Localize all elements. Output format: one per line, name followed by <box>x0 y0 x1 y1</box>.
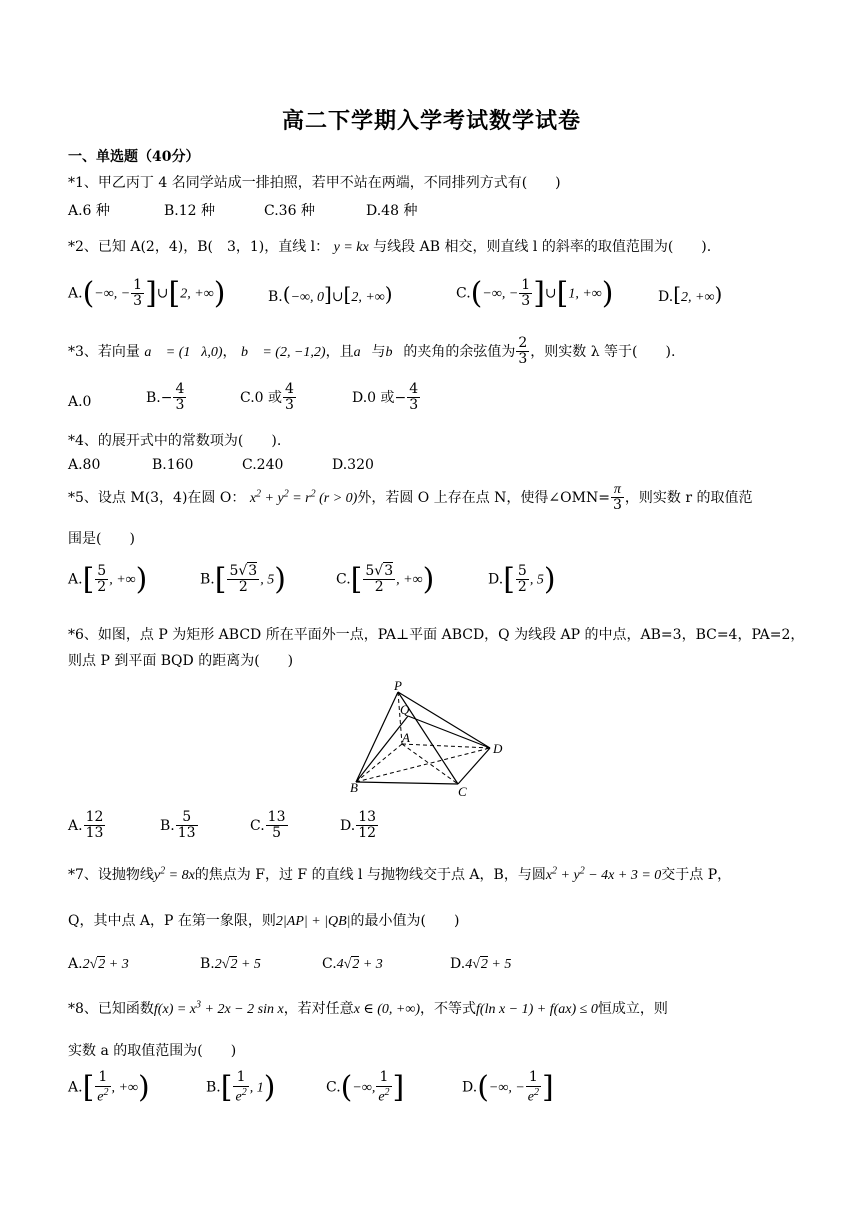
q2-equation: y = kx <box>333 240 369 255</box>
page-title: 高二下学期入学考试数学试卷 <box>282 108 582 134</box>
q2-option-d: D.[2, +∞) <box>658 282 723 306</box>
q1-option-a: A.6 种 <box>68 203 110 219</box>
q8-option-c: C.(−∞, $\frac{1}{e^2}$ ] <box>326 1069 405 1105</box>
label-b: B <box>350 780 358 795</box>
q5-option-b: B.[ $\frac{5√3}{2}$ , 5) <box>200 562 286 597</box>
q4-option-c: C.240 <box>242 457 284 473</box>
q5-option-a: A.[ $\frac{5}{2}$ , +∞) <box>68 562 148 597</box>
question-7-line2: Q，其中点 A，P 在第一象限，则2|AP| + |QB|的最小值为( ) <box>68 913 460 929</box>
q2-text-a: *2、已知 A(2，4)，B( 3，1)，直线 l： <box>68 239 330 255</box>
question-6-line1: *6、如图，点 P 为矩形 ABCD 所在平面外一点，PA⊥平面 ABCD，Q 为线段 AP 的中点，AB=3，BC=4，PA=2， <box>68 627 805 643</box>
q2-option-a: A.(−∞, − $\frac{1}{3}$ ]∪[2, +∞) <box>68 276 226 311</box>
question-8-line1: *8、已知函数$f(x) = x^3 + 2x - 2$ sin x，若对任意x ∈ (0, +∞)，不等式f(ln x − 1) + f(ax) ≤ 0恒成立，则 <box>68 999 668 1017</box>
q6-option-a: A. $\frac{12}{13}$ <box>68 809 104 842</box>
q3-option-b: B.− $\frac{4}{3}$ <box>146 381 185 414</box>
q7-option-d: D.4√2 + 5 <box>450 956 512 972</box>
q6-option-d: D. $\frac{13}{12}$ <box>340 809 377 842</box>
label-d: D <box>493 741 503 756</box>
label-c: C <box>458 784 467 798</box>
question-5: *5、设点 M(3，4)在圆 O： $x^2 + y^2 = r^2$ (r > 0)外，若圆 O 上存在点 N，使得∠OMN= $\frac{\pi}{3}$ ，则实数 r 的取值范 <box>68 482 753 514</box>
pyramid-figure <box>350 680 520 798</box>
q6-option-c: C. $\frac{13}{5}$ <box>250 809 286 842</box>
label-a: A <box>402 730 410 745</box>
q2-text-b: 与线段 AB 相交，则直线 l 的斜率的取值范围为( ). <box>373 239 712 255</box>
question-1: *1、甲乙丙丁 4 名同学站成一排拍照，若甲不站在两端，不同排列方式有( ) <box>68 175 561 191</box>
question-8-line2: 实数 a 的取值范围为( ) <box>68 1043 237 1059</box>
q2-option-b: B.(−∞, 0]∪[2, +∞) <box>268 282 393 306</box>
q6-option-b: B. $\frac{5}{13}$ <box>160 809 196 842</box>
question-5-cont: 围是( ) <box>68 531 135 547</box>
q1-option-b: B.12 种 <box>164 203 216 219</box>
q4-option-a: A.80 <box>68 457 101 473</box>
question-2 <box>68 236 711 256</box>
q1-option-c: C.36 种 <box>264 203 315 219</box>
q8-option-d: D.(−∞, − $\frac{1}{e^2}$ ] <box>462 1069 554 1105</box>
question-6-line2: 则点 P 到平面 BQD 的距离为( ) <box>68 653 294 669</box>
label-p: P <box>394 680 402 693</box>
q8-option-a: A.[ $\frac{1}{e^2}$ , +∞) <box>68 1069 150 1105</box>
q4-option-b: B.160 <box>152 457 194 473</box>
q5-option-c: C.[ $\frac{5√3}{2}$ , +∞) <box>336 562 435 597</box>
question-7-line1: *7、设抛物线$y^2 = 8x$的焦点为 F，过 F 的直线 l 与抛物线交于点 A，B，与圆$x^2 + y^2 - 4x + 3 = 0$交于点 P， <box>68 865 732 883</box>
q5-option-d: D.[ $\frac{5}{2}$ , 5) <box>488 562 556 597</box>
q7-option-c: C.4√2 + 3 <box>322 956 383 972</box>
q2-option-c: C.(−∞, − $\frac{1}{3}$ ]∪[1, +∞) <box>456 276 614 311</box>
question-4: *4、的展开式中的常数项为( ). <box>68 433 282 449</box>
section-heading: 一、单选题（40分） <box>68 149 200 165</box>
q8-option-b: B.[ $\frac{1}{e^2}$ , 1) <box>206 1069 276 1105</box>
q1-option-d: D.48 种 <box>366 203 418 219</box>
q3-option-d: D.0 或− $\frac{4}{3}$ <box>352 381 419 414</box>
label-q: Q <box>400 702 410 717</box>
q3-option-a: A.0 <box>68 394 92 410</box>
q7-option-b: B.2√2 + 5 <box>200 956 261 972</box>
question-3: *3、若向量 a⃗ = (1，λ,0)， b⃗ = (2, −1,2)，且a⃗与b⃗的夹角的余弦值为 $\frac{2}{3}$ ，则实数 λ 等于( ). <box>68 335 676 368</box>
q7-option-a: A.2√2 + 3 <box>68 956 129 972</box>
q4-option-d: D.320 <box>332 457 374 473</box>
q3-option-c: C.0 或 $\frac{4}{3}$ <box>240 381 294 414</box>
